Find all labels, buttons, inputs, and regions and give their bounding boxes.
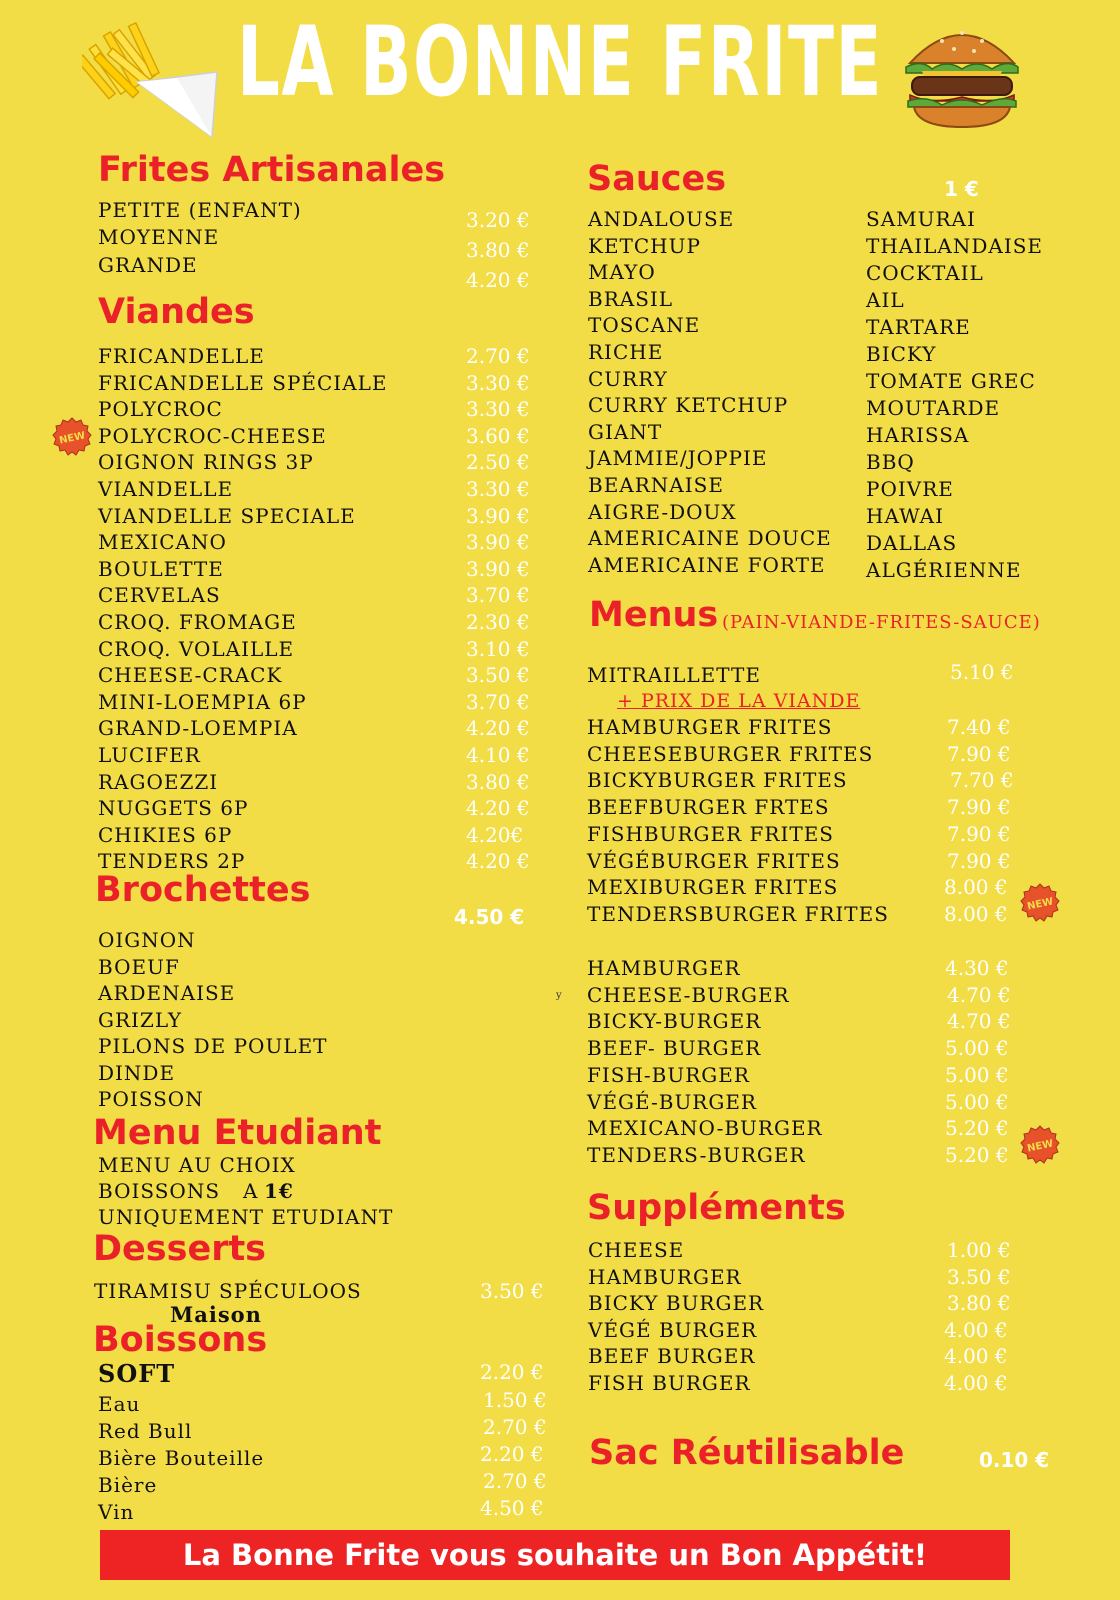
list-item: BOISSONS [98, 1179, 221, 1203]
list-item: MEXIBURGER FRITES [587, 875, 839, 900]
list-item: MOYENNE [98, 225, 220, 249]
price: 4.20 € [466, 796, 530, 821]
list-item: GRAND-LOEMPIA [98, 716, 298, 741]
sauces-col1 [588, 207, 868, 587]
price: 4.70 € [947, 1009, 1011, 1034]
price: 2.70 € [466, 344, 530, 368]
new-badge-icon [1020, 1125, 1060, 1165]
badge-label: NEW [58, 430, 87, 447]
sauces-col2 [866, 207, 1066, 587]
price: 3.30 € [466, 370, 530, 395]
list-item: MAYO [588, 260, 656, 285]
list-item: TENDERSBURGER FRITES [587, 901, 889, 926]
price: 3.20 € [466, 208, 530, 232]
list-item: NUGGETS 6P [98, 796, 249, 821]
list-item: MEXICANO-BURGER [587, 1116, 823, 1141]
price: 3.70 € [466, 689, 530, 714]
list-item: SOFT [98, 1359, 176, 1388]
list-item: ALGÉRIENNE [866, 558, 1022, 582]
list-item: Eau [98, 1392, 141, 1416]
list-item: CHEESE-BURGER [587, 982, 790, 1007]
menus-frites-list [587, 715, 1017, 935]
price: 5.10 € [950, 660, 1014, 684]
list-item: POLYCROC-CHEESE [98, 423, 327, 448]
footer-banner: La Bonne Frite vous souhaite un Bon Appétit! [100, 1530, 1010, 1580]
new-badge [52, 417, 92, 457]
price: 4.20 € [466, 716, 530, 741]
list-item: MINI-LOEMPIA 6P [98, 689, 307, 714]
list-item: CHIKIES 6P [98, 822, 233, 847]
list-item: DINDE [98, 1060, 176, 1085]
list-item: BBQ [866, 450, 915, 474]
price: 3.90 € [466, 503, 530, 528]
price: 4.20 € [466, 849, 530, 874]
price: 5.00 € [945, 1089, 1009, 1114]
page-title: LA BONNE FRITE [236, 6, 884, 118]
list-item: TIRAMISU SPÉCULOOS [94, 1279, 362, 1303]
list-item: HAMBURGER [587, 956, 741, 980]
list-item: BICKY-BURGER [587, 1009, 762, 1034]
price: 4.70 € [947, 982, 1011, 1007]
price: 3.10 € [466, 636, 530, 661]
price: 5.00 € [945, 1062, 1009, 1087]
list-item: THAILANDAISE [866, 234, 1044, 258]
list-item: HAWAI [866, 504, 944, 528]
list-item: AIGRE-DOUX [588, 499, 737, 524]
list-item: MITRAILLETTE [587, 663, 761, 687]
list-item: Red Bull [98, 1419, 193, 1443]
list-item: HAMBURGER [588, 1264, 742, 1289]
price: 4.00 € [944, 1344, 1008, 1368]
price: 3.50 € [480, 1279, 544, 1303]
list-item: TOSCANE [588, 313, 701, 338]
badge-label: NEW [1026, 1138, 1055, 1155]
list-item: GRIZLY [98, 1007, 183, 1032]
list-item: CERVELAS [98, 583, 221, 608]
menus-burger-list [587, 956, 1017, 1176]
price: 1.00 € [947, 1238, 1011, 1262]
stray-mark: y [556, 990, 562, 1001]
list-item: COCKTAIL [866, 261, 984, 285]
price: 3.70 € [466, 583, 530, 608]
new-badge-icon [1020, 883, 1060, 923]
list-item: FRICANDELLE [98, 344, 265, 368]
price: 2.70 € [483, 1469, 547, 1493]
price: 7.90 € [947, 848, 1011, 873]
price: 2.20 € [480, 1442, 544, 1466]
price: 3.80 € [466, 238, 530, 262]
list-item: Bière [98, 1473, 158, 1497]
list-item: FISH BURGER [588, 1370, 751, 1395]
price: 2.50 € [466, 450, 530, 475]
list-item: VÉGÉ-BURGER [587, 1089, 757, 1114]
list-item: BOULETTE [98, 556, 224, 581]
list-item: HAMBURGER FRITES [587, 715, 833, 739]
list-item: CHEESE [588, 1238, 685, 1262]
price: 2.20 € [480, 1360, 544, 1384]
supplements-list [588, 1238, 1018, 1408]
list-item: ARDENAISE [98, 981, 236, 1005]
price: 7.70 € [950, 768, 1014, 793]
price: 8.00 € [944, 901, 1008, 926]
sac-price: 0.10 € [979, 1448, 1050, 1472]
list-item: HARISSA [866, 423, 970, 447]
list-item: AMERICAINE FORTE [588, 552, 826, 577]
badge-label: NEW [1026, 896, 1055, 913]
price: 4.00 € [944, 1370, 1008, 1395]
price: 5.20 € [945, 1142, 1009, 1167]
list-item: MOUTARDE [866, 396, 1001, 420]
fries-cone-icon [82, 12, 222, 142]
list-item: OIGNON [98, 928, 196, 952]
list-item: GIANT [588, 419, 663, 444]
list-item: TENDERS-BURGER [587, 1142, 806, 1167]
price: 4.30 € [945, 956, 1009, 980]
new-badge-icon [52, 417, 92, 457]
list-item: TOMATE GREC [866, 369, 1036, 393]
list-item: CURRY [588, 366, 668, 391]
brochettes-price: 4.50 € [454, 905, 525, 929]
list-item: POLYCROC [98, 397, 223, 422]
supplements-heading: Suppléments [587, 1188, 846, 1228]
price: 4.10 € [466, 743, 530, 767]
list-item: POIVRE [866, 477, 954, 501]
mitraillette-note: + PRIX DE LA VIANDE [617, 690, 861, 712]
boissons-heading: Boissons [93, 1320, 268, 1360]
sauces-heading: Sauces [587, 159, 727, 199]
list-item: AIL [866, 288, 905, 312]
list-item: DALLAS [866, 531, 958, 555]
price: 3.80 € [466, 769, 530, 794]
price: 3.90 € [466, 530, 530, 555]
list-item: A [243, 1179, 259, 1203]
sauces-price: 1 € [944, 177, 979, 201]
viandes-heading: Viandes [98, 292, 255, 332]
list-item: LUCIFER [98, 743, 201, 767]
price: 4.00 € [944, 1317, 1008, 1342]
burger-icon [902, 15, 1022, 135]
price: 2.30 € [466, 610, 530, 634]
price: 3.80 € [947, 1291, 1011, 1315]
list-item: Vin [98, 1500, 135, 1524]
list-item: ANDALOUSE [588, 207, 735, 231]
list-item: FISHBURGER FRITES [587, 821, 834, 846]
list-item: MENU AU CHOIX [98, 1153, 296, 1177]
price: 7.40 € [947, 715, 1011, 739]
new-badge [1020, 1125, 1060, 1165]
list-item: RAGOEZZI [98, 769, 219, 794]
list-item: VÉGÉBURGER FRITES [587, 848, 841, 873]
list-item: BRASIL [588, 286, 674, 311]
brochettes-heading: Brochettes [95, 870, 311, 910]
list-item: BEARNAISE [588, 473, 724, 497]
list-item: MEXICANO [98, 530, 227, 555]
list-item: FISH-BURGER [587, 1062, 750, 1087]
list-item: CHEESE-CRACK [98, 663, 283, 688]
list-item: PILONS DE POULET [98, 1034, 328, 1058]
price: 4.50 € [480, 1496, 544, 1520]
price: 3.30 € [466, 477, 530, 501]
list-item: BEEF- BURGER [587, 1036, 762, 1061]
new-badge [1020, 883, 1060, 923]
list-item: OIGNON RINGS 3P [98, 450, 314, 475]
price: 8.00 € [944, 875, 1008, 900]
list-item: CURRY KETCHUP [588, 393, 789, 418]
list-item: VIANDELLE SPECIALE [98, 503, 356, 528]
list-item: 1€ [264, 1179, 294, 1203]
sac-heading: Sac Réutilisable [589, 1433, 905, 1473]
menus-heading: Menus [589, 595, 719, 635]
price: 3.30 € [466, 397, 530, 422]
price: 7.90 € [947, 821, 1011, 846]
list-item: CROQ. FROMAGE [98, 610, 297, 634]
list-item: AMERICAINE DOUCE [588, 526, 832, 551]
price: 4.20 € [466, 268, 530, 292]
list-item: JAMMIE/JOPPIE [588, 446, 768, 471]
list-item: BICKY [866, 342, 937, 366]
price: 1.50 € [483, 1388, 547, 1412]
list-item: BICKY BURGER [588, 1291, 765, 1315]
list-item: UNIQUEMENT ETUDIANT [98, 1205, 394, 1229]
list-item: BICKYBURGER FRITES [587, 768, 848, 793]
list-item: VIANDELLE [98, 477, 234, 501]
list-item: CROQ. VOLAILLE [98, 636, 295, 661]
price: 3.50 € [947, 1264, 1011, 1289]
desserts-heading: Desserts [93, 1229, 267, 1269]
list-item: GRANDE [98, 253, 198, 277]
list-item: BOEUF [98, 954, 180, 979]
menus-subtitle: (PAIN-VIANDE-FRITES-SAUCE) [722, 612, 1041, 633]
list-item: SAMURAI [866, 207, 976, 231]
price: 3.50 € [466, 663, 530, 688]
list-item: TARTARE [866, 315, 971, 339]
list-item: VÉGÉ BURGER [588, 1317, 758, 1342]
price: 3.60 € [466, 423, 530, 448]
list-item: RICHE [588, 340, 664, 364]
price: 4.20€ [466, 822, 524, 847]
price: 5.20 € [945, 1116, 1009, 1141]
list-item: FRICANDELLE SPÉCIALE [98, 370, 388, 395]
list-item: POISSON [98, 1087, 204, 1111]
dessert-note: Maison [170, 1302, 262, 1327]
list-item: BEEF BURGER [588, 1344, 756, 1368]
list-item: BEEFBURGER FRTES [587, 795, 830, 820]
list-item: CHEESEBURGER FRITES [587, 741, 874, 766]
price: 7.90 € [947, 795, 1011, 820]
etudiant-heading: Menu Etudiant [93, 1113, 382, 1153]
price: 2.70 € [483, 1415, 547, 1439]
list-item: KETCHUP [588, 233, 701, 258]
price: 3.90 € [466, 556, 530, 581]
frites-heading: Frites Artisanales [98, 150, 446, 190]
list-item: PETITE (ENFANT) [98, 198, 302, 222]
price: 5.00 € [945, 1036, 1009, 1061]
list-item: TENDERS 2P [98, 849, 246, 874]
price: 7.90 € [947, 741, 1011, 766]
list-item: Bière Bouteille [98, 1446, 265, 1470]
